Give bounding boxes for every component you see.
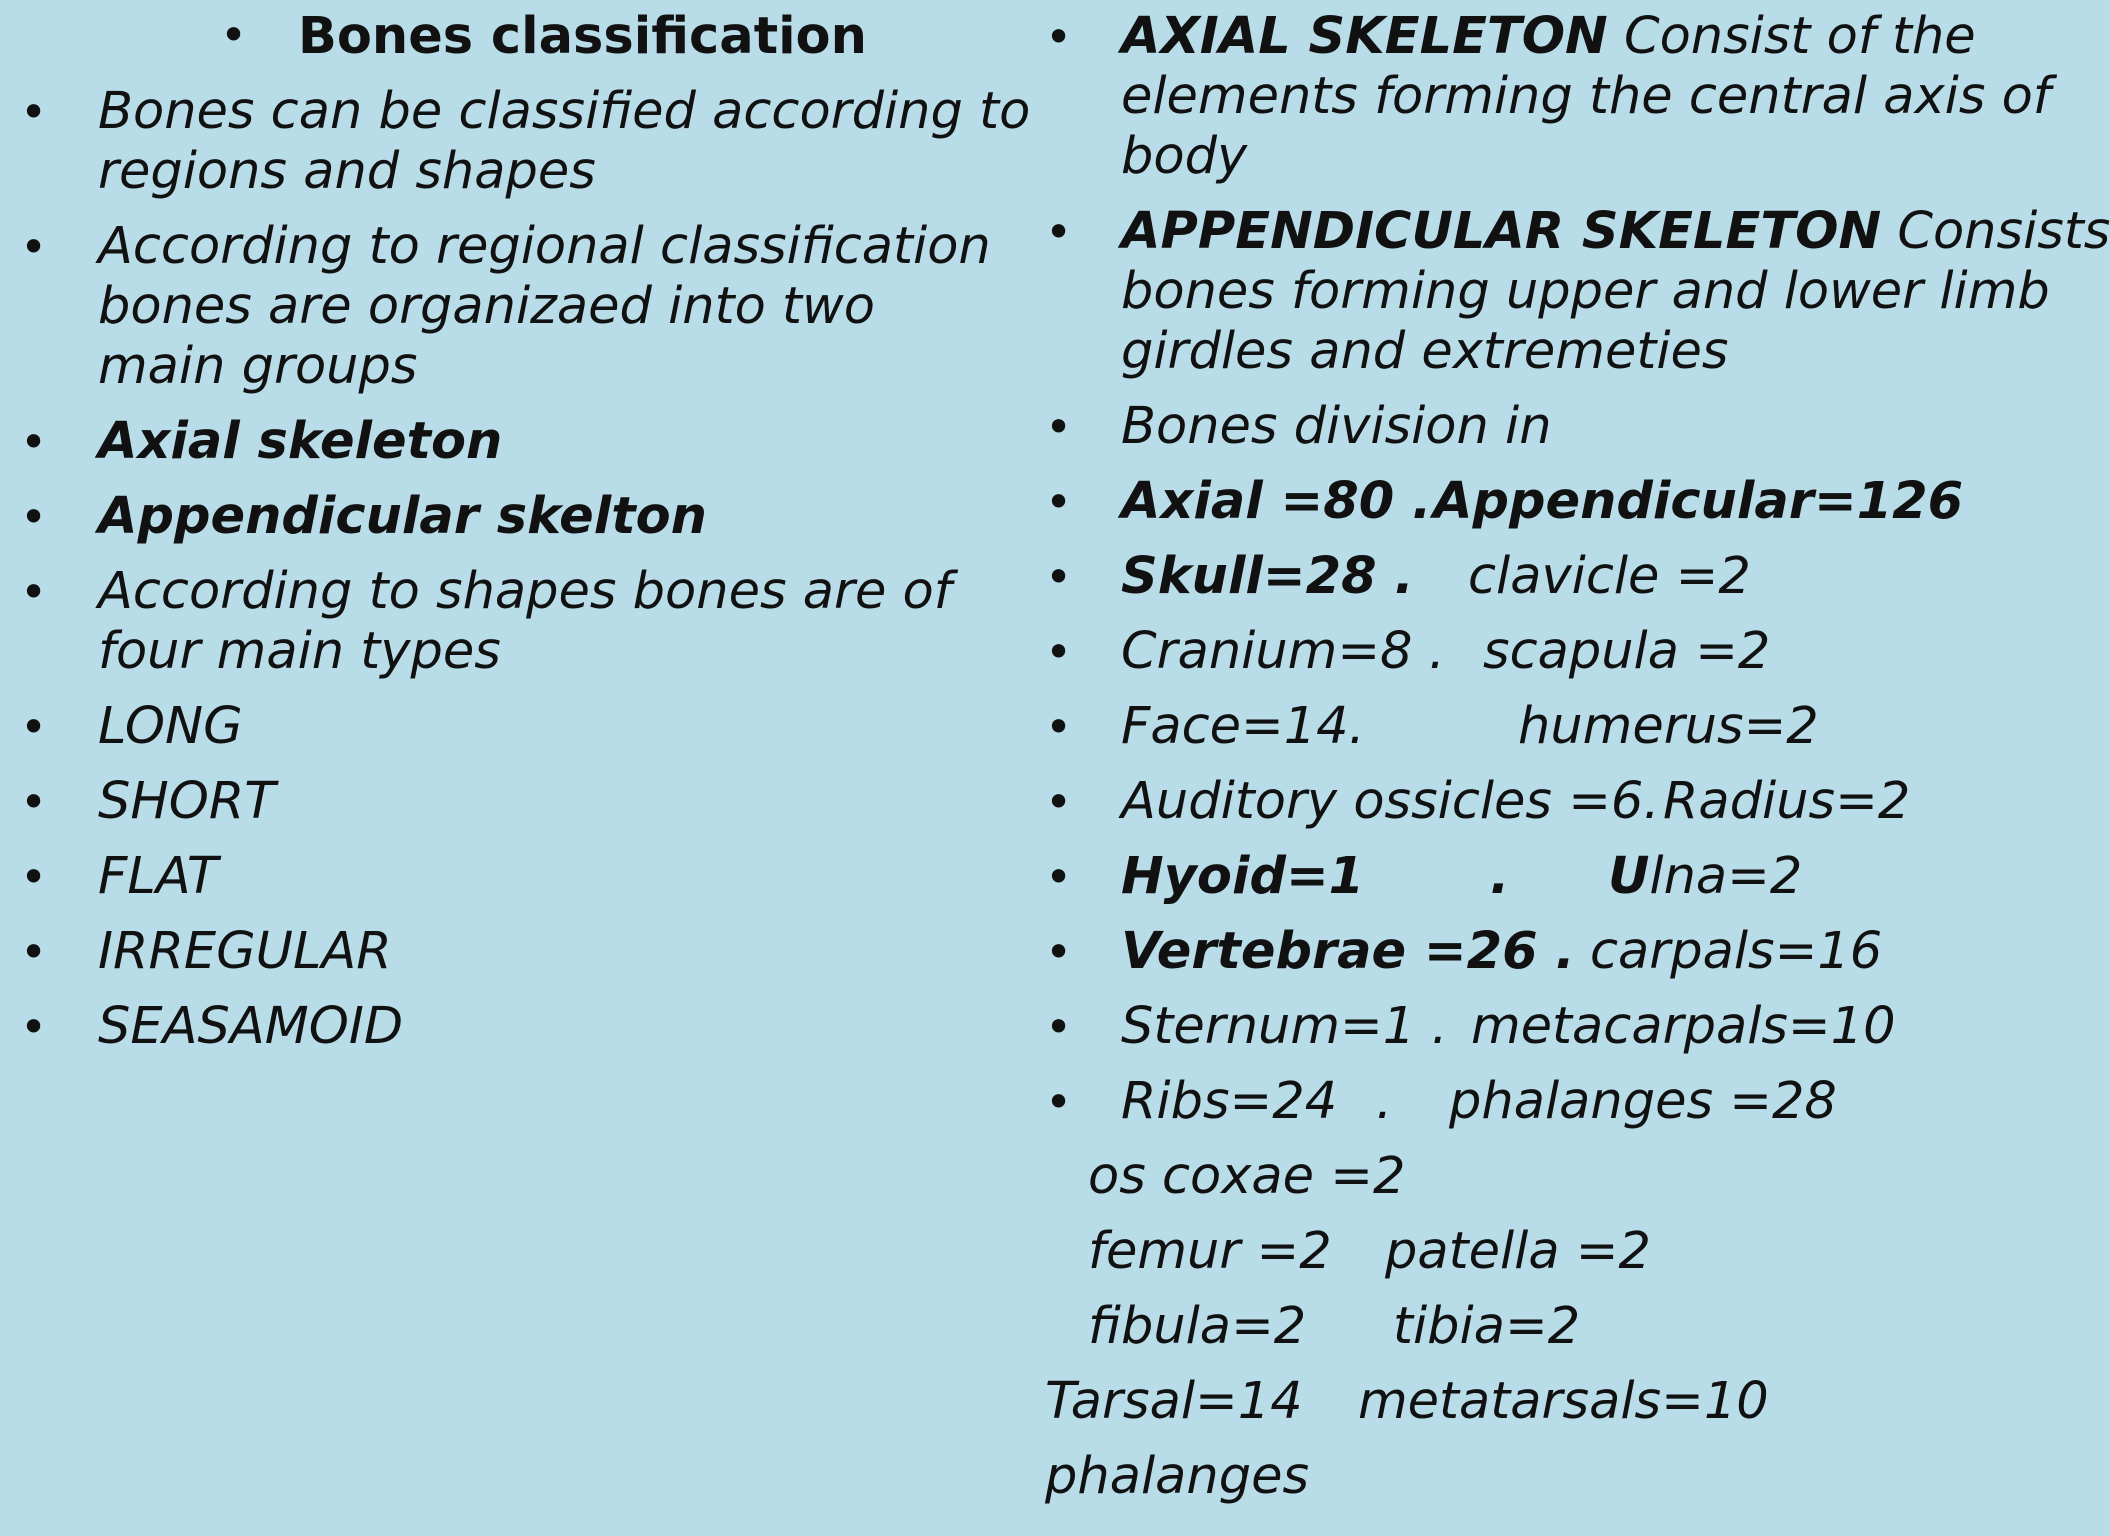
bullet-icon: • <box>1045 10 1073 64</box>
bullet-icon: • <box>1045 700 1073 754</box>
list-item: Axial skeleton <box>98 412 503 471</box>
list-item: Bones can be classified according to <box>98 82 1031 141</box>
row-col-b: metacarpals=10 <box>1471 997 1896 1056</box>
appendicular-heading: APPENDICULAR SKELETON <box>1121 202 1882 261</box>
extra-line: tibia=2 <box>1393 1297 1581 1356</box>
list-item: IRREGULAR <box>98 922 392 981</box>
bullet-icon: • <box>20 85 48 139</box>
appendicular-skeleton-item <box>1121 202 2110 262</box>
extra-line: fibula=2 <box>1088 1297 1307 1356</box>
bullet-icon: • <box>20 490 48 544</box>
axial-heading: AXIAL SKELETON <box>1121 7 1608 66</box>
extra-line: patella =2 <box>1385 1222 1651 1281</box>
row-col-b: scapula =2 <box>1483 622 1771 681</box>
row-dot: . <box>1376 1072 1393 1131</box>
extra-line: phalanges <box>1045 1447 1310 1506</box>
extra-line: metatarsals=10 <box>1358 1372 1769 1431</box>
extra-line: os coxae =2 <box>1088 1147 1406 1206</box>
row-col-b-initial: U <box>1608 847 1650 906</box>
bullet-icon: • <box>1045 625 1073 679</box>
bullet-icon: • <box>20 925 48 979</box>
bullet-icon: • <box>1045 850 1073 904</box>
list-item: bones are organizaed into two <box>98 277 875 336</box>
row-col-a: Cranium=8 . <box>1121 622 1445 681</box>
extra-line: femur =2 <box>1088 1222 1332 1281</box>
bullet-icon: • <box>220 8 248 62</box>
row-col-a: Hyoid=1 <box>1121 847 1365 906</box>
appendicular-text: Consists <box>1881 202 2110 261</box>
appendicular-text-line: bones forming upper and lower limb <box>1121 262 2050 321</box>
bullet-icon: • <box>1045 205 1073 259</box>
row-col-b <box>1608 847 1802 907</box>
axial-skeleton-item <box>1121 7 1976 67</box>
axial-text-line: elements forming the central axis of <box>1121 67 2051 126</box>
row-col-a: Skull=28 . <box>1121 547 1414 606</box>
appendicular-text-line: girdles and extremeties <box>1121 322 1729 381</box>
division-heading: Bones division in <box>1121 397 1552 456</box>
bullet-icon: • <box>20 1000 48 1054</box>
list-item: Appendicular skelton <box>98 487 707 546</box>
row-col-b: humerus=2 <box>1518 697 1819 756</box>
row-col-a: Axial =80 . <box>1121 472 1432 531</box>
bullet-icon: • <box>1045 475 1073 529</box>
list-item: four main types <box>98 622 501 681</box>
row-dot: . <box>1490 847 1510 906</box>
row-col-b: clavicle =2 <box>1468 547 1751 606</box>
bullet-icon: • <box>20 220 48 274</box>
row-col-b: phalanges =28 <box>1449 1072 1837 1131</box>
list-item: According to shapes bones are of <box>98 562 952 621</box>
row-col-b: carpals=16 <box>1590 922 1883 981</box>
extra-line: Tarsal=14 <box>1045 1372 1303 1431</box>
row-col-b: Appendicular=126 <box>1433 472 1964 531</box>
row-col-a: Ribs=24 <box>1121 1072 1338 1131</box>
list-item: regions and shapes <box>98 142 596 201</box>
left-title: Bones classification <box>298 7 867 66</box>
list-item: SEASAMOID <box>98 997 404 1056</box>
row-col-a: Auditory ossicles =6. <box>1121 772 1660 831</box>
row-col-b: Radius=2 <box>1663 772 1911 831</box>
bullet-icon: • <box>1045 550 1073 604</box>
bullet-icon: • <box>20 775 48 829</box>
bullet-icon: • <box>1045 400 1073 454</box>
row-col-a: Face=14. <box>1121 697 1365 756</box>
axial-text: Consist of the <box>1607 7 1976 66</box>
list-item: LONG <box>98 697 243 756</box>
list-item: According to regional classification <box>98 217 991 276</box>
bullet-icon: • <box>1045 1000 1073 1054</box>
bullet-icon: • <box>1045 925 1073 979</box>
bullet-icon: • <box>20 700 48 754</box>
bullet-icon: • <box>20 565 48 619</box>
list-item: FLAT <box>98 847 219 906</box>
bullet-icon: • <box>1045 1075 1073 1129</box>
bullet-icon: • <box>20 850 48 904</box>
axial-text-line: body <box>1121 127 1248 186</box>
row-col-a: Sternum=1 . <box>1121 997 1448 1056</box>
bullet-icon: • <box>20 415 48 469</box>
list-item: main groups <box>98 337 418 396</box>
bullet-icon: • <box>1045 775 1073 829</box>
row-col-b-rest: lna=2 <box>1649 847 1803 906</box>
list-item: SHORT <box>98 772 276 831</box>
row-col-a: Vertebrae =26 . <box>1121 922 1575 981</box>
